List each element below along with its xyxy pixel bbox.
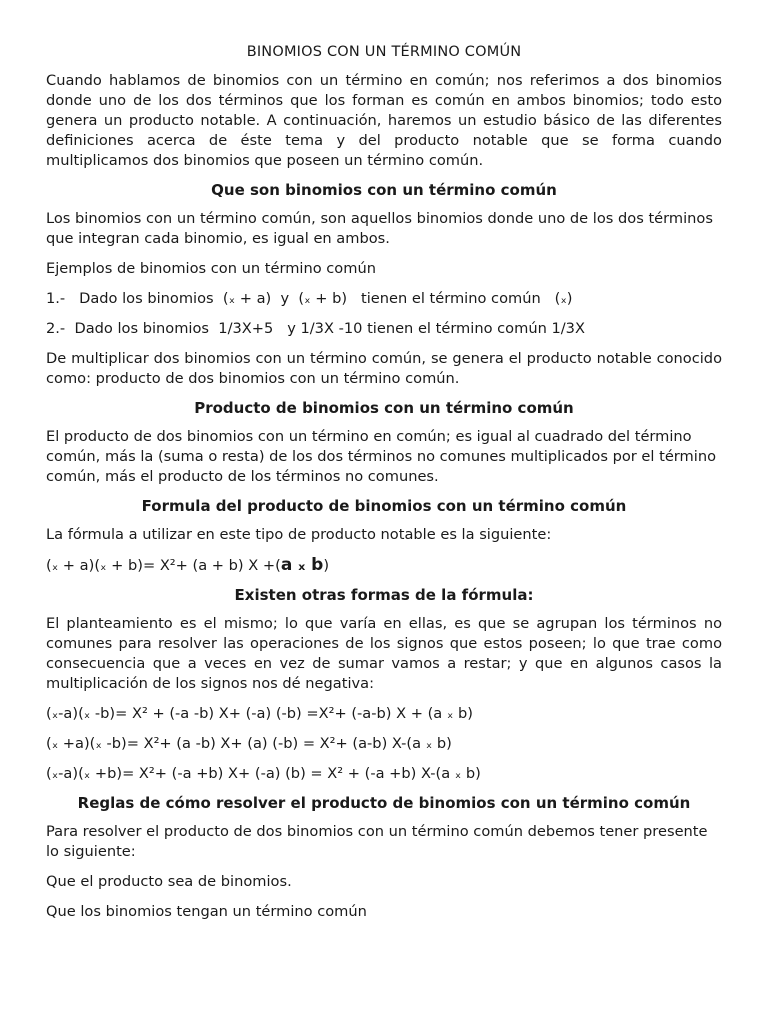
main-formula-prefix: (ₓ + a)(ₓ + b)= X²+ (a + b) X +( [46, 557, 281, 574]
definition-paragraph: Los binomios con un término común, son aquellos binomios donde uno de los dos términos que integran cada binomio, es igual en ambos. [46, 210, 713, 247]
section-heading-rules: Reglas de cómo resolver el producto de binomios con un término común [77, 794, 691, 812]
rule-1: Que el producto sea de binomios. [46, 873, 292, 890]
main-formula-suffix: ) [323, 557, 330, 574]
formula-intro: La fórmula a utilizar en este tipo de producto notable es la siguiente: [46, 526, 552, 543]
example-1: 1.- Dado los binomios (ₓ + a) y (ₓ + b) tienen el término común (ₓ) [46, 290, 573, 307]
section-heading-other-forms: Existen otras formas de la fórmula: [234, 586, 534, 604]
section-heading-formula: Formula del producto de binomios con un término común [141, 497, 627, 515]
rules-intro: Para resolver el producto de dos binomios con un término común debemos tener presente lo siguiente: [46, 823, 708, 860]
other-forms-paragraph: El planteamiento es el mismo; lo que varía en ellas, es que se agrupan los términos no comunes para resolver las operaciones de los signos que estos poseen; lo que trae como consecuencia que a veces en vez de sumar vamos a restar; y que en algunos casos la multiplicación de los signos nos dé negativa: [46, 615, 722, 692]
section-heading-definition: Que son binomios con un término común [211, 181, 557, 199]
product-intro-paragraph: De multiplicar dos binomios con un término común, se genera el producto notable conocido como: producto de dos binomios con un término común. [46, 350, 722, 387]
examples-intro: Ejemplos de binomios con un término común [46, 260, 376, 277]
intro-paragraph: Cuando hablamos de binomios con un término en común; nos referimos a dos binomios donde uno de los dos términos que los forman es común en ambos binomios; todo esto genera un producto notable. A continuación, haremos un estudio básico de las diferentes definiciones acerca de éste tema y del producto notable que se forma cuando multiplicamos dos binomios que poseen un término común. [46, 72, 722, 169]
section-heading-product: Producto de binomios con un término común [194, 399, 574, 417]
formula-variant-1: (ₓ-a)(ₓ -b)= X² + (-a -b) X+ (-a) (-b) =X²+ (-a-b) X + (a ₓ b) [46, 705, 473, 722]
main-formula [46, 555, 722, 576]
formula-variant-3: (ₓ-a)(ₓ +b)= X²+ (-a +b) X+ (-a) (b) = X² + (-a +b) X-(a ₓ b) [46, 765, 481, 782]
product-paragraph: El producto de dos binomios con un término en común; es igual al cuadrado del término común, más la (suma o resta) de los dos términos no comunes multiplicados por el término común, más el producto de los términos no comunes. [46, 428, 717, 485]
document-title: BINOMIOS CON UN TÉRMINO COMÚN [246, 44, 522, 60]
main-formula-bold: a ₓ b [280, 555, 324, 575]
rule-2: Que los binomios tengan un término común [46, 903, 367, 920]
example-2: 2.- Dado los binomios 1/3X+5 y 1/3X -10 tienen el término común 1/3X [46, 320, 585, 337]
formula-variant-2: (ₓ +a)(ₓ -b)= X²+ (a -b) X+ (a) (-b) = X²+ (a-b) X-(a ₓ b) [46, 735, 452, 752]
